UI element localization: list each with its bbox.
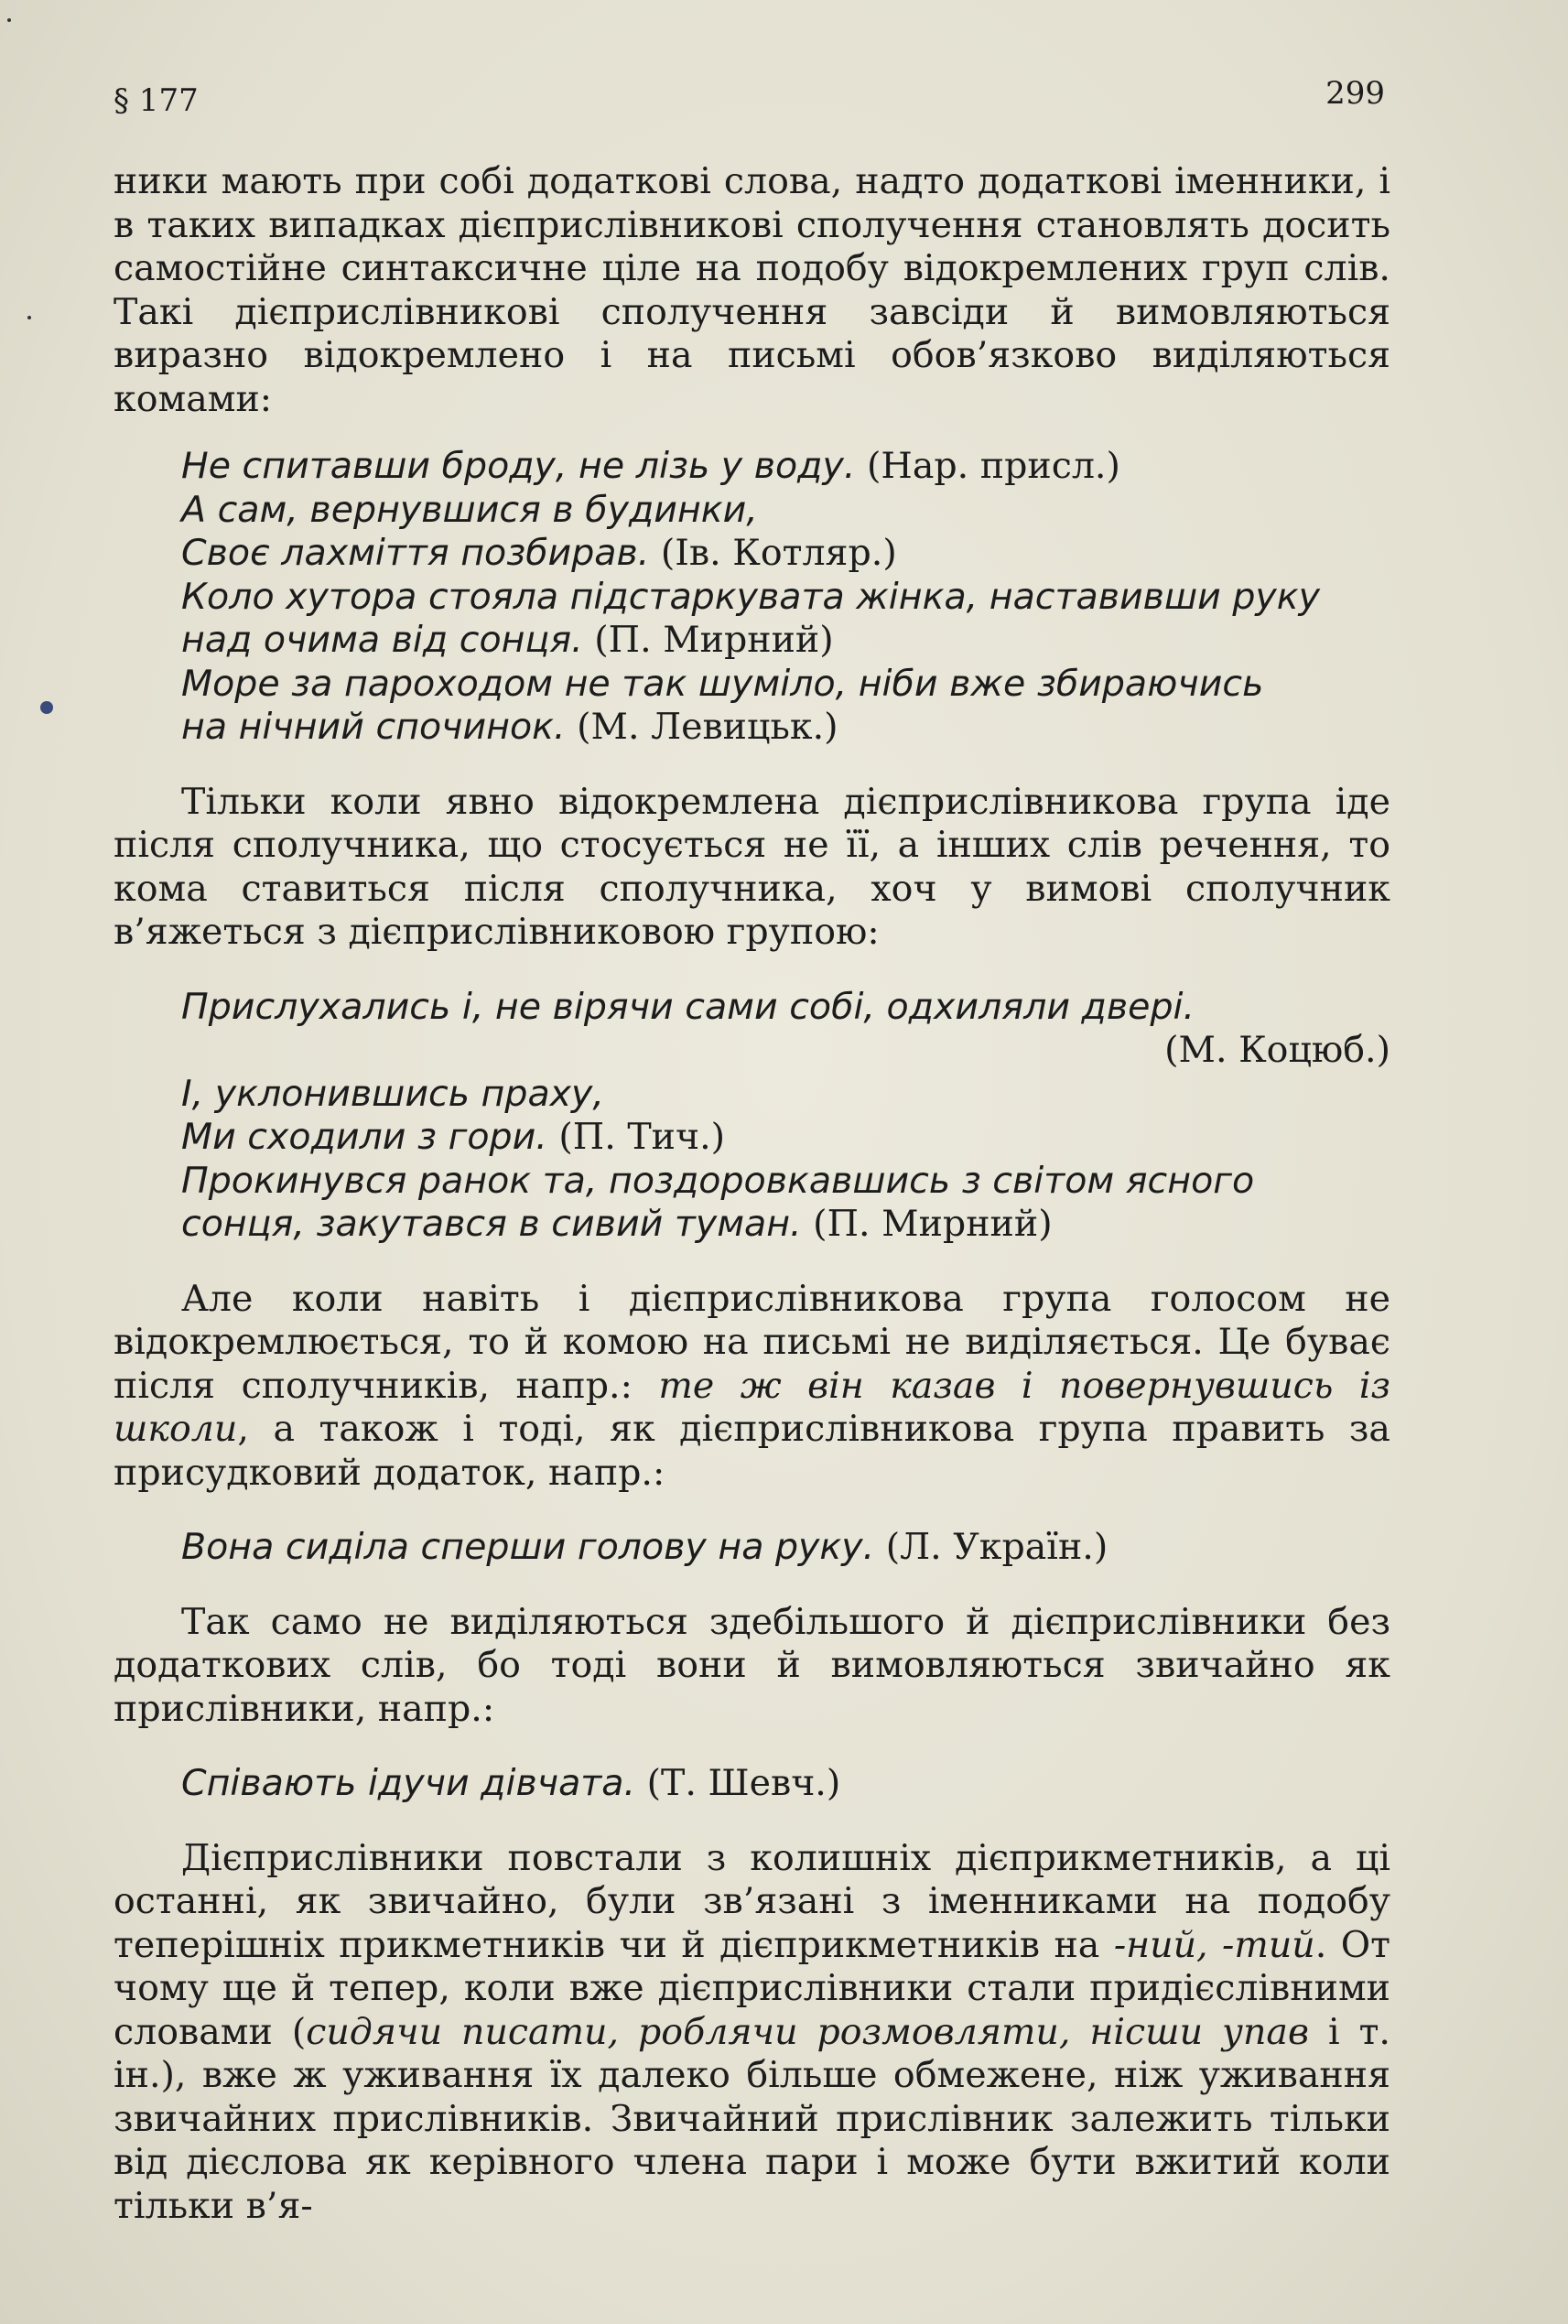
paragraph-3: Але коли навіть і дієприслівникова група голосом не відокремлюється, то й комою на письмі не виділяється. Це буває після сполучників, напр.: те ж він казав і повернувшись із школи, а також і тоді, як дієприслівникова група править за присудковий додаток, напр.: bbox=[114, 1277, 1390, 1494]
paragraph-2: Тільки коли явно відокремлена дієприслівникова група іде після сполучника, що стосується не її, а інших слів речення, то кома ставиться після сполучника, хоч у вимові сполучник в’яжеться з дієприслівниковою групою: bbox=[114, 780, 1390, 953]
ink-speck bbox=[27, 316, 31, 319]
page-number: 299 bbox=[1325, 75, 1385, 112]
example-line: Коло хутора стояла підстаркувата жінка, наставивши руку bbox=[181, 575, 1321, 618]
ink-speck bbox=[7, 18, 11, 22]
example-line: І, уклонившись праху, bbox=[181, 1072, 604, 1115]
example-line: А сам, вернувшися в будинки, bbox=[181, 488, 758, 531]
example-line: сонця, закутався в сивий туман. (П. Мирний) bbox=[181, 1203, 1053, 1245]
example-block-2 bbox=[114, 986, 1390, 1247]
example-block-4 bbox=[114, 1762, 1390, 1806]
section-number: § 177 bbox=[114, 82, 199, 119]
example-line: Співають ідучи дівчата. (Т. Шевч.) bbox=[181, 1762, 841, 1804]
example-line: Ми сходили з гори. (П. Тич.) bbox=[181, 1116, 726, 1158]
example-line: Прислухались і, не вірячи сами собі, одхиляли двері. bbox=[181, 985, 1195, 1028]
example-line: над очима від сонця. (П. Мирний) bbox=[181, 619, 834, 661]
example-line: Море за пароходом не так шуміло, ніби вже збираючись bbox=[181, 662, 1264, 705]
example-block-1 bbox=[114, 445, 1390, 750]
example-line: Вона сиділа сперши голову на руку. (Л. Україн.) bbox=[181, 1526, 1108, 1568]
example-line: Своє лахміття позбирав. (Ів. Котляр.) bbox=[181, 532, 897, 574]
paragraph-5: Дієприслівники повстали з колишніх дієприкметників, а ці останні, як звичайно, були зв’язані з іменниками на подобу теперішніх прикметників чи й дієприкметників на -ний, -тий. От чому ще й тепер, коли вже дієприслівники стали придієслівними словами (сидячи писати, роблячи розмовляти, нісши упав і т. ін.), вже ж уживання їх далеко більше обмежене, ніж уживання звичайних прислівників. Звичайний прислівник залежить тільки від дієслова як керівного члена пари і може бути вжитий коли тільки в’я- bbox=[114, 1836, 1390, 2227]
paragraph-4: Так само не виділяються здебільшого й дієприслівники без додаткових слів, бо тоді вони й вимовляються звичайно як прислівники, напр.: bbox=[114, 1600, 1390, 1730]
example-line: Не спитавши броду, не лізь у воду. (Нар. присл.) bbox=[181, 445, 1120, 487]
ink-spot bbox=[40, 701, 53, 714]
paragraph-1: ники мають при собі додаткові слова, надто додаткові іменники, і в таких випадках дієприслівникові сполучення становлять досить самостійне синтаксичне ціле на подобу відокремлених груп слів. Такі дієприслівникові сполучення завсіди й вимовляються виразно відокремлено і на письмі обов’язково виділяються комами: bbox=[114, 160, 1390, 420]
example-source: (М. Коцюб.) bbox=[1164, 1029, 1390, 1071]
example-line: Прокинувся ранок та, поздоровкавшись з світом ясного bbox=[181, 1159, 1255, 1202]
example-block-3 bbox=[114, 1526, 1390, 1570]
example-line: на нічний спочинок. (М. Левицьк.) bbox=[181, 706, 838, 748]
page-header bbox=[114, 75, 1385, 121]
page-body bbox=[114, 160, 1390, 2228]
